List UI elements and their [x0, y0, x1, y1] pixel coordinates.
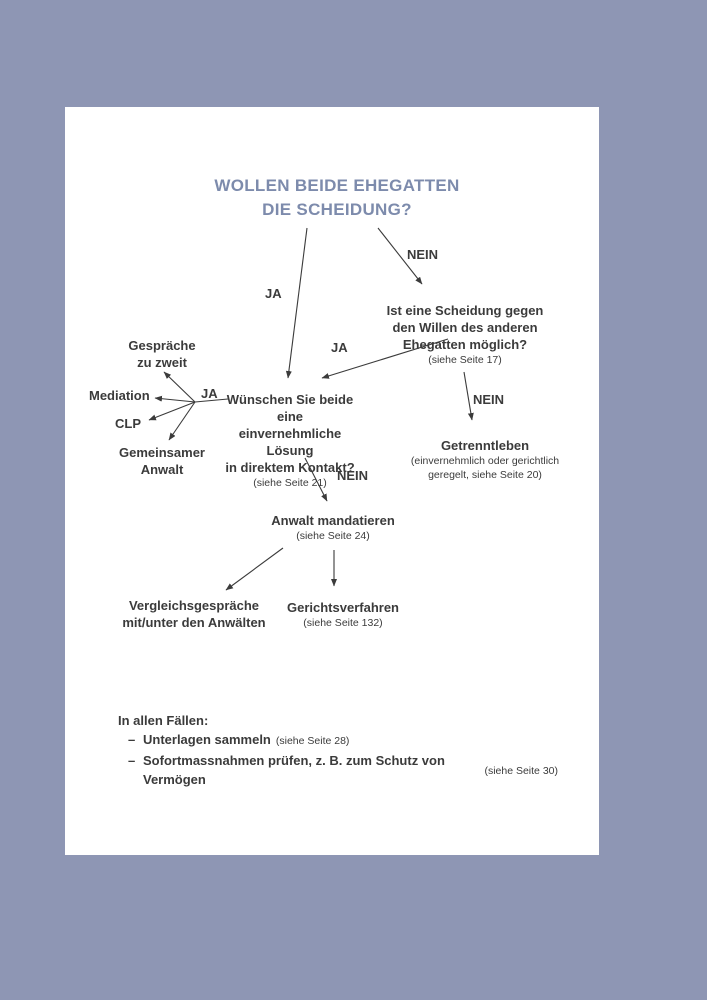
page-title — [157, 174, 517, 222]
footer-item-text: Sofortmassnahmen prüfen, z. B. zum Schutz von Vermögen — [143, 753, 445, 787]
node-mandate-lawyer — [263, 512, 403, 543]
node-settlement-talks — [109, 597, 279, 631]
edge-label-ja-fan: JA — [201, 386, 218, 401]
arrow-fan-to-clp — [149, 402, 195, 420]
page-reference: (siehe Seite 21) — [253, 477, 327, 489]
page-reference: (siehe Seite 30) — [484, 764, 558, 777]
node-subline: (einvernehmlich oder gerichtlich — [410, 455, 560, 467]
edge-label-ja-title-left: JA — [265, 286, 282, 301]
arrow-title-to-central — [288, 228, 307, 378]
arrow-lawyer-to-settlement — [226, 548, 283, 590]
footer-heading: In allen Fällen: — [118, 713, 209, 728]
title-line-1: WOLLEN BEIDE EHEGATTEN — [214, 176, 460, 195]
node-separation — [395, 437, 575, 482]
footer-item-text: Unterlagen sammeln — [143, 732, 271, 747]
edge-label-nein-title-right: NEIN — [407, 247, 439, 262]
node-subline: geregelt, siehe Seite 20) — [428, 469, 542, 481]
node-line: einvernehmliche Lösung — [238, 426, 342, 458]
node-title: Anwalt mandatieren — [271, 513, 395, 528]
page-reference: (siehe Seite 17) — [428, 354, 502, 366]
node-mediation: Mediation — [89, 388, 150, 403]
node-line: Vergleichsgespräche — [128, 598, 260, 613]
node-line: Anwalt — [140, 462, 184, 477]
footer-list-item — [128, 751, 558, 789]
edge-label-nein-central-to-lawyer: NEIN — [337, 468, 369, 483]
node-line: mit/unter den Anwälten — [122, 615, 266, 630]
footer-note — [118, 711, 558, 789]
node-line: Gemeinsamer — [119, 445, 205, 460]
node-line: zu zweit — [137, 355, 187, 370]
node-clp: CLP — [115, 416, 141, 431]
arrow-fan-to-talks — [164, 372, 195, 402]
arrow-fan-to-joint-lawyer — [169, 402, 195, 440]
node-title: Gerichtsverfahren — [287, 600, 399, 615]
footer-list-item — [128, 730, 558, 751]
node-court-proceedings — [273, 599, 413, 630]
page-reference: (siehe Seite 132) — [303, 617, 383, 629]
list-dash: – — [128, 753, 136, 768]
node-title: Getrenntleben — [440, 438, 530, 453]
node-question-amicable — [220, 391, 360, 490]
node-line: Ehegatten möglich? — [402, 337, 528, 352]
title-line-2: DIE SCHEIDUNG? — [262, 200, 412, 219]
node-joint-lawyer — [112, 444, 212, 478]
book-page — [65, 107, 599, 855]
list-dash: – — [128, 732, 136, 747]
node-talks-in-private — [112, 337, 212, 371]
arrow-right-to-separation — [464, 372, 472, 420]
page-reference: (siehe Seite 28) — [275, 735, 350, 747]
node-line: Gespräche — [128, 338, 196, 353]
edge-label-ja-right-to-central: JA — [331, 340, 348, 355]
node-line: in direktem Kontakt? — [225, 460, 355, 475]
node-line: Ist eine Scheidung gegen — [386, 303, 544, 318]
node-line: den Willen des anderen — [392, 320, 538, 335]
node-line: Wünschen Sie beide eine — [226, 392, 354, 424]
node-question-against-will — [385, 302, 545, 367]
page-reference: (siehe Seite 24) — [296, 530, 370, 542]
arrow-fan-to-mediation — [155, 398, 195, 402]
edge-label-nein-right-to-separation: NEIN — [473, 392, 505, 407]
